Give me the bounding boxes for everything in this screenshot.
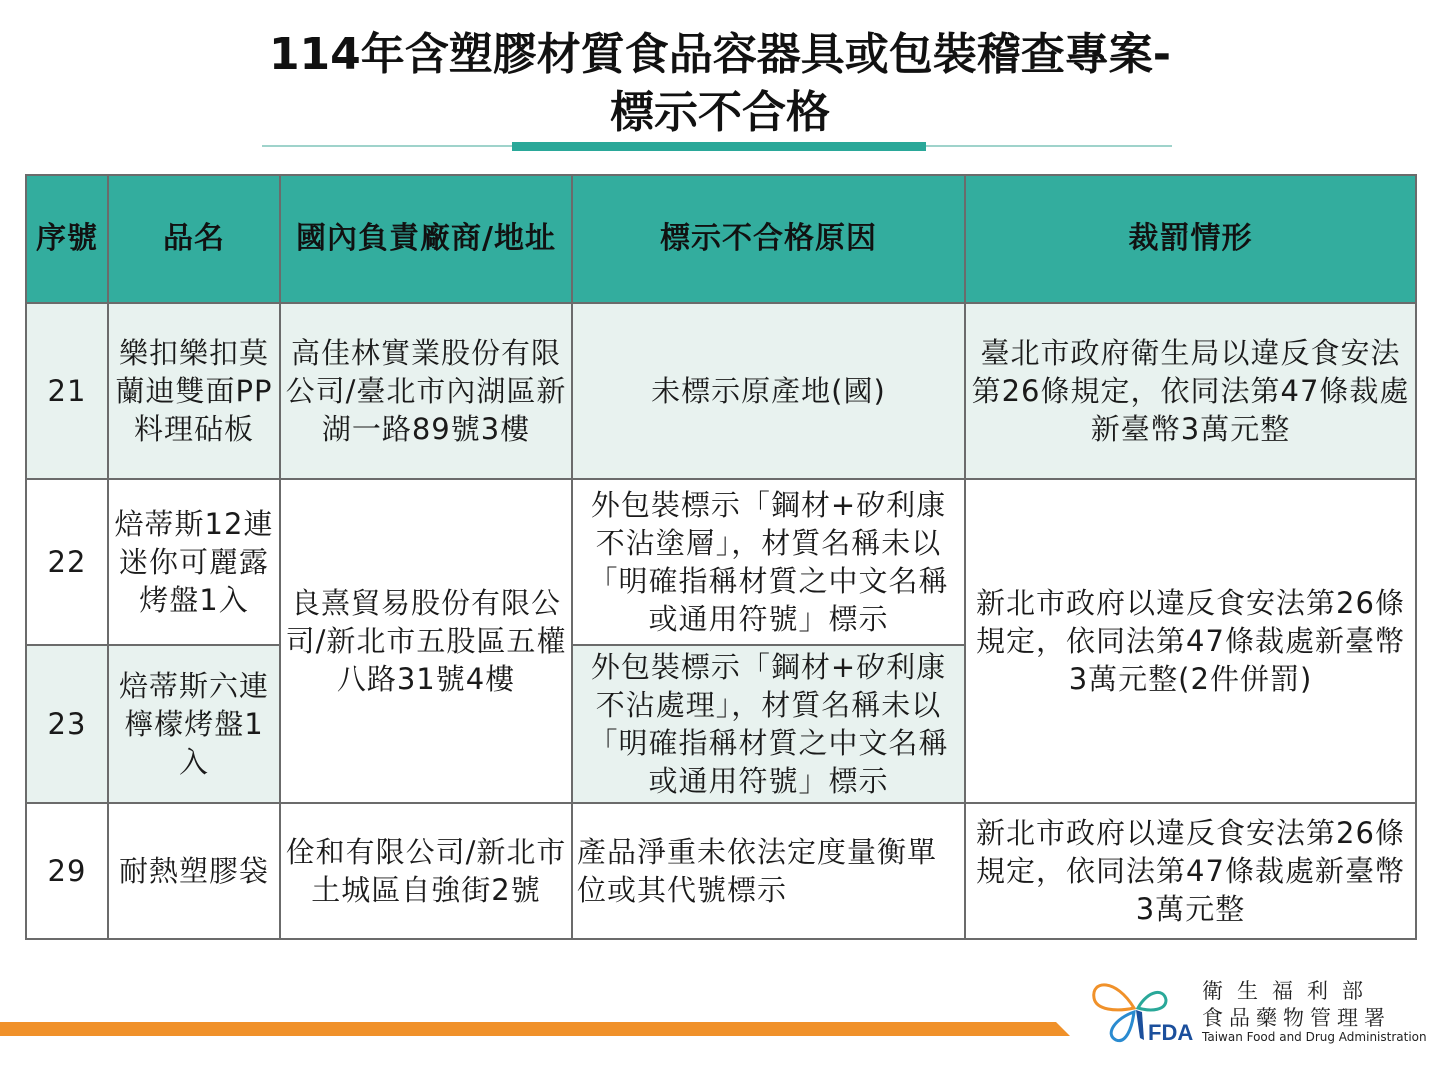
cell-seq: 21 — [26, 303, 108, 479]
footer-accent-stripe — [0, 1022, 1070, 1036]
cell-name: 耐熱塑膠袋 — [108, 803, 280, 939]
cell-name: 樂扣樂扣莫蘭迪雙面PP料理砧板 — [108, 303, 280, 479]
table-header-row — [26, 175, 1416, 303]
header-reason: 標示不合格原因 — [572, 175, 965, 303]
cell-reason: 外包裝標示「鋼材+矽利康不沾處理」，材質名稱未以「明確指稱材質之中文名稱或通用符號」標示 — [572, 645, 965, 803]
cell-seq: 29 — [26, 803, 108, 939]
title-divider-accent — [512, 142, 926, 151]
cell-seq: 23 — [26, 645, 108, 803]
table-row — [26, 803, 1416, 939]
agency-name-line1: 衛生福利部 — [1202, 979, 1377, 1003]
cell-vendor: 高佳林實業股份有限公司/臺北市內湖區新湖一路89號3樓 — [280, 303, 572, 479]
cell-reason: 未標示原產地(國) — [572, 303, 965, 479]
cell-penalty: 臺北市政府衛生局以違反食安法第26條規定，依同法第47條裁處新臺幣3萬元整 — [965, 303, 1416, 479]
table-row — [26, 479, 1416, 645]
cell-vendor-shared: 良熹貿易股份有限公司/新北市五股區五權八路31號4樓 — [280, 479, 572, 803]
cell-seq: 22 — [26, 479, 108, 645]
cell-reason: 產品淨重未依法定度量衡單位或其代號標示 — [572, 803, 965, 939]
header-name: 品名 — [108, 175, 280, 303]
cell-reason: 外包裝標示「鋼材+矽利康不沾塗層」，材質名稱未以「明確指稱材質之中文名稱或通用符號」標示 — [572, 479, 965, 645]
header-vendor: 國內負責廠商/地址 — [280, 175, 572, 303]
noncompliance-table — [25, 174, 1417, 940]
fda-abbr: FDA — [1148, 1020, 1194, 1045]
cell-penalty: 新北市政府以違反食安法第26條規定，依同法第47條裁處新臺幣3萬元整 — [965, 803, 1416, 939]
butterfly-logo-icon — [1086, 968, 1206, 1048]
page-title-line2: 標示不合格 — [610, 87, 830, 138]
cell-vendor: 佺和有限公司/新北市土城區自強街2號 — [280, 803, 572, 939]
cell-penalty-shared: 新北市政府以違反食安法第26條規定，依同法第47條裁處新臺幣3萬元整(2件併罰) — [965, 479, 1416, 803]
cell-name: 焙蒂斯12連迷你可麗露烤盤1入 — [108, 479, 280, 645]
agency-name-en: Taiwan Food and Drug Administration — [1202, 1030, 1427, 1044]
cell-name: 焙蒂斯六連檸檬烤盤1入 — [108, 645, 280, 803]
page-title-line1: 114年含塑膠材質食品容器具或包裝稽查專案- — [268, 29, 1172, 80]
agency-name-line2: 食品藥物管理署 — [1202, 1006, 1391, 1030]
table-row — [26, 303, 1416, 479]
header-penalty: 裁罰情形 — [965, 175, 1416, 303]
header-seq: 序號 — [26, 175, 108, 303]
